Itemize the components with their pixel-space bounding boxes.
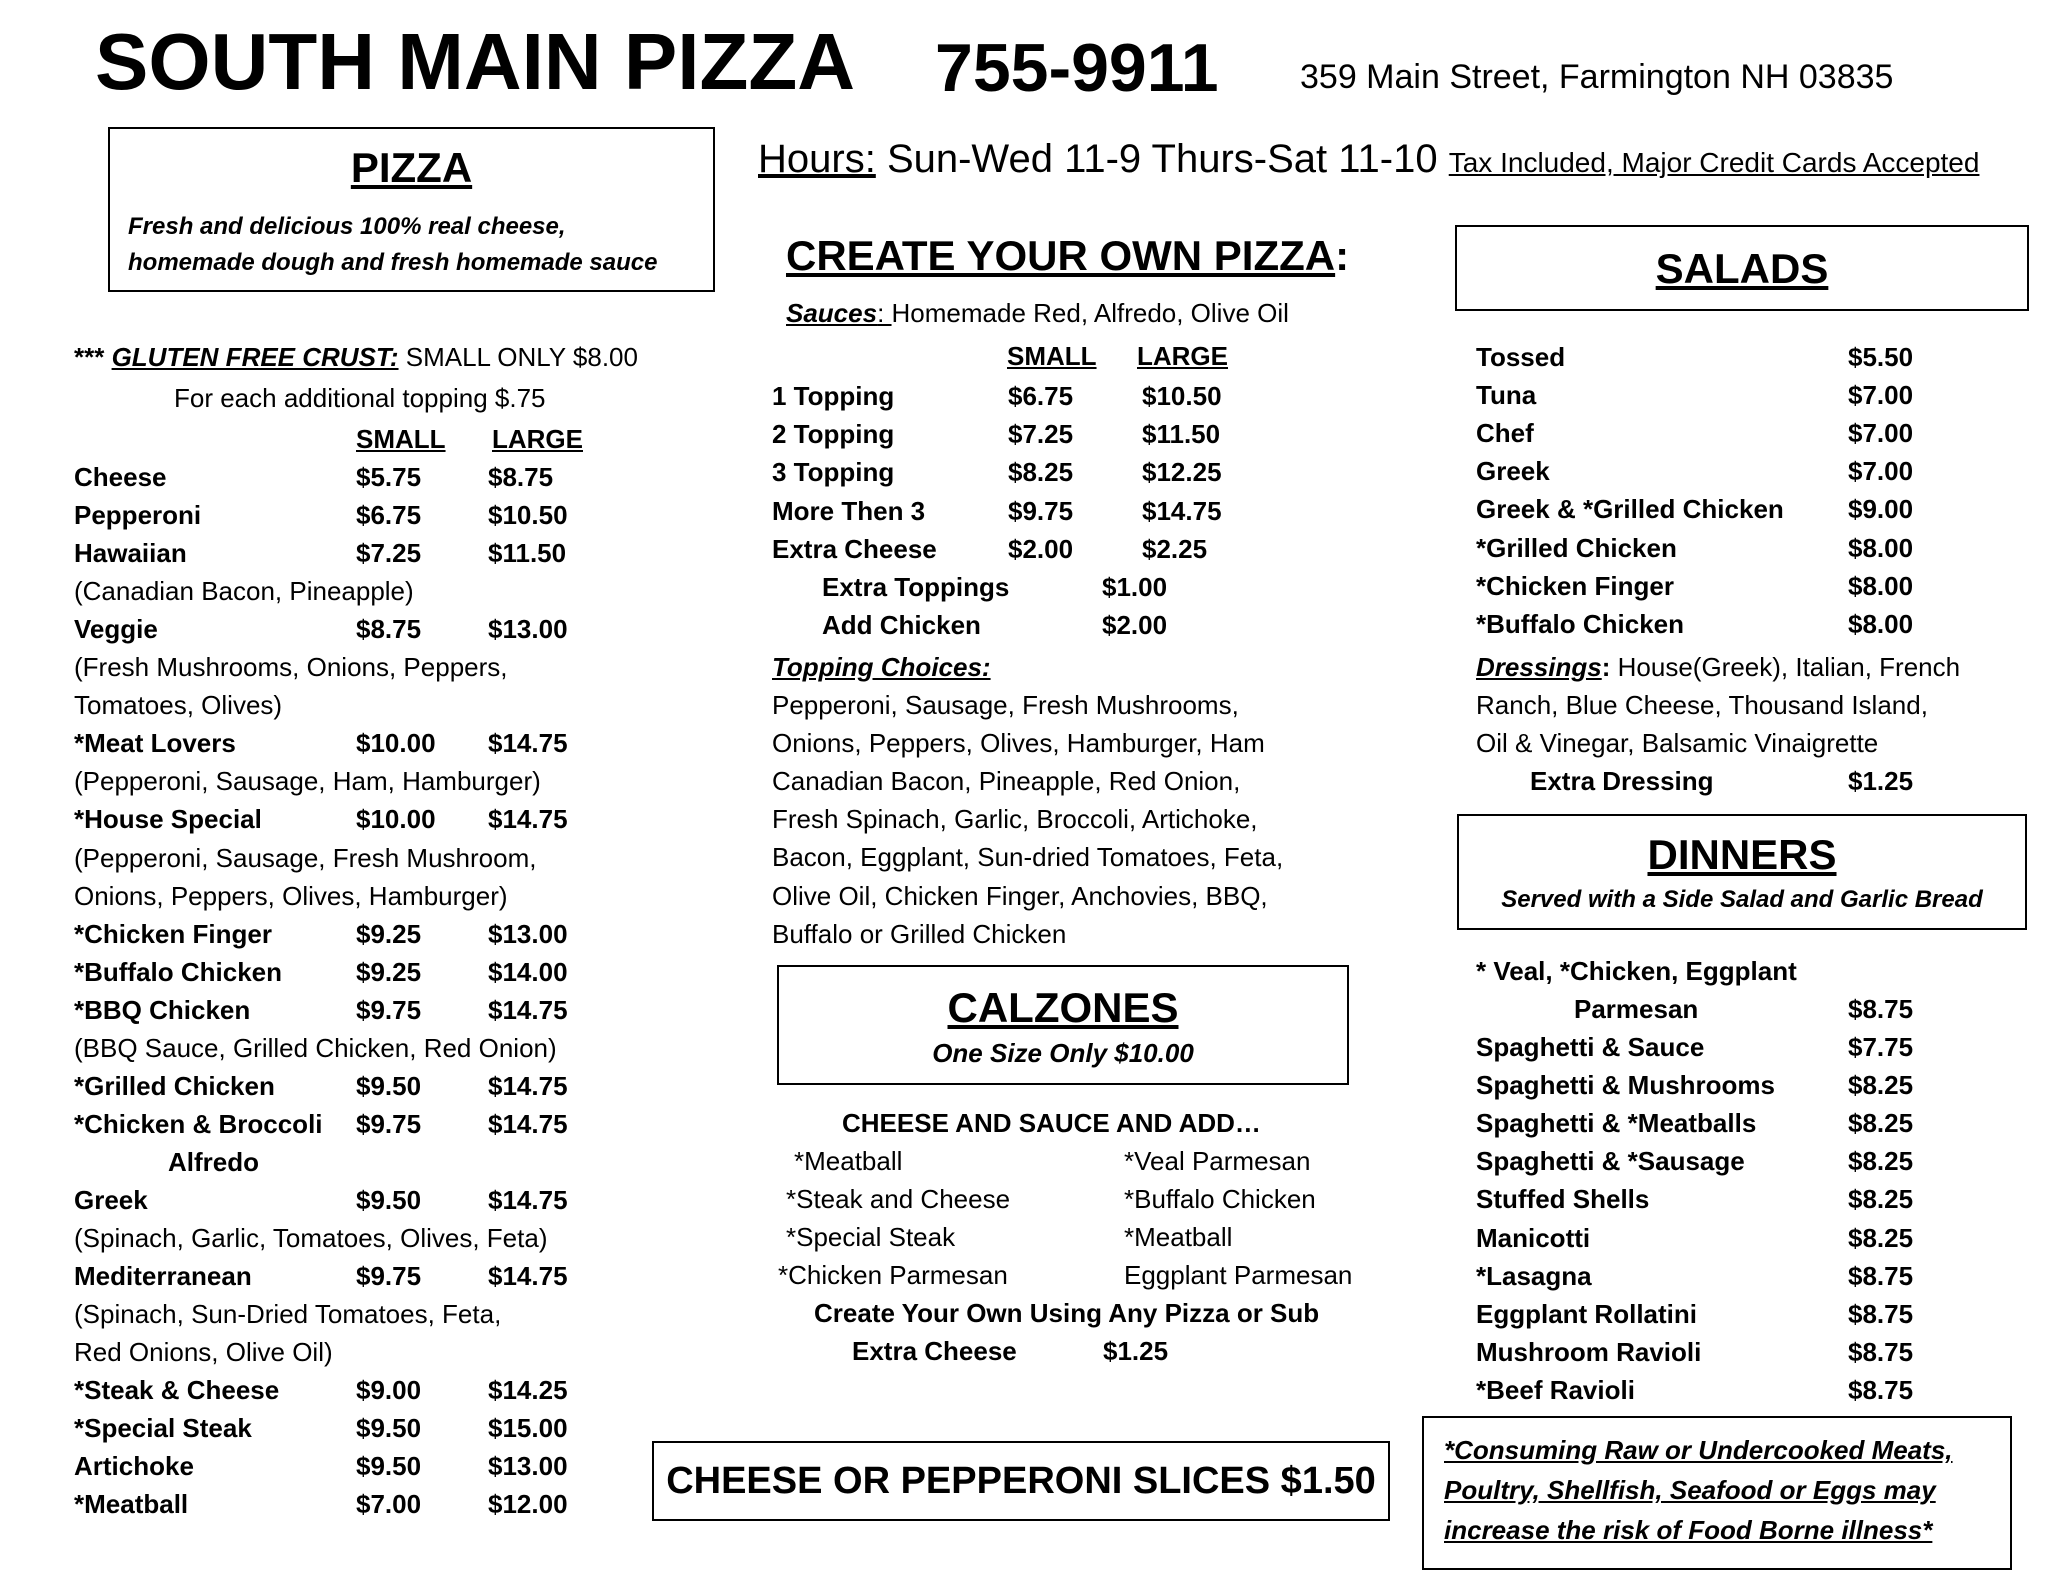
cyo-row-large: $14.75 [1142,496,1222,526]
pizza-item [74,1181,634,1219]
pizza-item-desc [74,839,634,877]
pizza-item-large-price: $12.00 [488,1489,568,1519]
dressings-colon: : [1601,652,1611,682]
dressings-line-1 [1476,648,1960,686]
salad-price: $8.00 [1848,609,1914,639]
salad-name: *Buffalo Chicken [1476,609,1685,639]
dressings-label: Dressings [1476,652,1602,682]
dinner-price: $8.25 [1848,1070,1914,1100]
cyo-row-small: $2.00 [1008,534,1074,564]
dinner-price: $8.25 [1848,1184,1914,1214]
pizza-item-description: Red Onions, Olive Oil) [74,1337,333,1367]
pizza-item [74,496,634,534]
calzone-add-heading: CHEESE AND SAUCE AND ADD… [842,1108,1261,1138]
dinner-item [1476,1028,1936,1066]
dinner-price: $8.25 [1848,1223,1914,1253]
dinner-item [1476,1142,1936,1180]
topping-choices-line: Canadian Bacon, Pineapple, Red Onion, [772,766,1241,796]
pizza-item-description: (BBQ Sauce, Grilled Chicken, Red Onion) [74,1033,557,1063]
dinner-name: Manicotti [1476,1223,1591,1253]
cyo-extra-name: Extra Toppings [822,572,1010,602]
pizza-item [74,458,634,496]
pizza-item-small-price: $9.25 [356,957,422,987]
gluten-free-line [74,338,638,376]
pizza-desc-1: Fresh and delicious 100% real cheese, [128,213,566,240]
cyo-title-line [786,228,1349,284]
pizza-item-small-price: $10.00 [356,728,436,758]
cyo-row-large: $2.25 [1142,534,1208,564]
pizza-item-small-price: $5.75 [356,462,422,492]
pizza-item [74,1371,634,1409]
pizza-item-name: *Meatball [74,1489,189,1519]
salad-price: $9.00 [1848,494,1914,524]
calzone-option-left: *Steak and Cheese [786,1184,1011,1214]
salads-title: SALADS [1655,245,1829,292]
calzones-title: CALZONES [947,984,1179,1031]
cyo-row-small: $6.75 [1008,381,1074,411]
calzone-option-left: *Meatball [794,1146,903,1176]
pizza-item-large-price: $14.75 [488,1071,568,1101]
pizza-col-large: LARGE [492,424,583,454]
pizza-item [74,800,634,838]
dinner-price: $8.75 [1848,1299,1914,1329]
salad-name: Greek & *Grilled Chicken [1476,494,1784,524]
pizza-item [74,991,634,1029]
salad-price: $8.00 [1848,533,1914,563]
pizza-item-desc [74,686,634,724]
pizza-item-name: Cheese [74,462,167,492]
pizza-item [74,915,634,953]
pizza-item-small-price: $9.75 [356,1261,422,1291]
dinner-price: $8.75 [1848,1261,1914,1291]
cyo-row-name: 1 Topping [772,381,895,411]
pizza-item [74,1447,634,1485]
pizza-header-box [108,127,715,292]
salad-item [1476,376,1936,414]
pizza-item-small-price: $9.50 [356,1185,422,1215]
cyo-extra-row [822,606,1222,644]
dinner-price: $7.75 [1848,1032,1914,1062]
pizza-item-large-price: $14.75 [488,1185,568,1215]
topping-choices-label: Topping Choices: [772,652,991,682]
salad-name: Tuna [1476,380,1537,410]
salad-price: $7.00 [1848,418,1914,448]
salad-item [1476,490,1936,528]
dinners-title: DINNERS [1647,831,1837,878]
gf-stars: *** [74,342,112,372]
pizza-item-desc [74,1143,634,1181]
dinner-name: *Lasagna [1476,1261,1592,1291]
pizza-item-name: *Chicken Finger [74,919,272,949]
salad-item [1476,338,1936,376]
topping-choices-line: Pepperoni, Sausage, Fresh Mushrooms, [772,690,1239,720]
cyo-row-small: $8.25 [1008,457,1074,487]
pizza-item-desc [74,877,634,915]
pizza-col-small: SMALL [356,424,446,454]
cyo-row-small: $9.75 [1008,496,1074,526]
pizza-item-small-price: $9.25 [356,919,422,949]
dinner-name: Spaghetti & *Meatballs [1476,1108,1757,1138]
pizza-item-name: Veggie [74,614,158,644]
cyo-row-name: Extra Cheese [772,534,937,564]
sauces-colon: : [877,298,892,328]
pizza-item-small-price: $7.25 [356,538,422,568]
calzone-option-right: *Veal Parmesan [1124,1146,1311,1176]
pizza-item [74,610,634,648]
dinner-name: *Beef Ravioli [1476,1375,1635,1405]
pizza-item-name: *Grilled Chicken [74,1071,275,1101]
pizza-item-small-price: $9.50 [356,1451,422,1481]
dinner-price: $8.75 [1848,1337,1914,1367]
dinner-name: Eggplant Rollatini [1476,1299,1697,1329]
pizza-item-small-price: $10.00 [356,804,436,834]
pizza-item [74,1257,634,1295]
pizza-item-large-price: $14.75 [488,804,568,834]
hours: Sun-Wed 11-9 Thurs-Sat 11-10 [886,137,1438,181]
pizza-item-large-price: $10.50 [488,500,568,530]
cyo-price-row [772,415,1272,453]
pizza-item-desc [74,572,634,610]
cyo-row-small: $7.25 [1008,419,1074,449]
calzone-option-right: *Meatball [1124,1222,1233,1252]
pizza-item-large-price: $11.50 [488,538,567,568]
salad-item [1476,605,1936,643]
pizza-item-desc [74,1029,634,1067]
pizza-item-small-price: $6.75 [356,500,422,530]
phone-number: 755-9911 [935,30,1219,106]
pizza-item-description: Tomatoes, Olives) [74,690,283,720]
salad-name: Chef [1476,418,1534,448]
pizza-item-large-price: $14.00 [488,957,568,987]
pizza-item-name: *Chicken & Broccoli [74,1109,323,1139]
cyo-price-row [772,377,1272,415]
pizza-item-large-price: $8.75 [488,462,554,492]
pizza-item-large-price: $14.25 [488,1375,568,1405]
pizza-item-name: *House Special [74,804,262,834]
dinners-box [1457,814,2027,930]
cyo-title-colon: : [1335,232,1350,279]
pizza-item-large-price: $14.75 [488,995,568,1025]
warning-line-3: increase the risk of Food Borne illness* [1444,1515,1933,1545]
cyo-row-large: $12.25 [1142,457,1222,487]
gf-label: GLUTEN FREE CRUST: [111,342,399,372]
dinner-name: Spaghetti & *Sausage [1476,1146,1745,1176]
dinner-item [1476,1066,1936,1104]
pizza-item-desc [74,1219,634,1257]
pizza-item-name: Hawaiian [74,538,187,568]
dinner-item [1476,1219,1936,1257]
dinner-name: Spaghetti & Sauce [1476,1032,1705,1062]
pizza-item-description: (Fresh Mushrooms, Onions, Peppers, [74,652,508,682]
pizza-item [74,534,634,572]
pizza-item-desc [74,762,634,800]
salad-price: $7.00 [1848,380,1914,410]
cyo-price-row [772,453,1272,491]
salad-price: $8.00 [1848,571,1914,601]
cyo-extra-price: $2.00 [1102,610,1168,640]
pizza-item-small-price: $9.50 [356,1071,422,1101]
cyo-row-name: 3 Topping [772,457,895,487]
calzones-subtitle: One Size Only $10.00 [932,1038,1194,1068]
calzone-extra-cheese-label: Extra Cheese [852,1336,1017,1366]
cyo-row-name: More Then 3 [772,496,926,526]
extra-dressing-price: $1.25 [1848,766,1914,796]
pizza-item-description: (Pepperoni, Sausage, Fresh Mushroom, [74,843,537,873]
pizza-item-small-price: $9.75 [356,995,422,1025]
salad-name: Tossed [1476,342,1566,372]
sauces-list: Homemade Red, Alfredo, Olive Oil [891,298,1289,328]
slices-text: CHEESE OR PEPPERONI SLICES $1.50 [666,1460,1376,1502]
pizza-item-small-price: $9.75 [356,1109,422,1139]
calzone-option-right: *Buffalo Chicken [1124,1184,1316,1214]
dinner-item [1476,1180,1936,1218]
salad-name: *Grilled Chicken [1476,533,1677,563]
sauces-line [786,294,1289,332]
food-warning-box [1422,1416,2012,1570]
salad-item [1476,529,1936,567]
dinners-subtitle: Served with a Side Salad and Garlic Bread [1501,886,1983,913]
pizza-item-name: *Buffalo Chicken [74,957,283,987]
dinner-item [1476,1295,1936,1333]
slices-box [652,1441,1390,1521]
address: 359 Main Street, Farmington NH 03835 [1300,58,1894,96]
dinner-name: Stuffed Shells [1476,1184,1650,1214]
pizza-item-large-price: $13.00 [488,919,568,949]
salads-box [1455,225,2029,311]
pizza-title: PIZZA [350,144,473,191]
gf-price: SMALL ONLY $8.00 [398,342,638,372]
calzone-option-right: Eggplant Parmesan [1124,1260,1353,1290]
pizza-item-description: (Spinach, Garlic, Tomatoes, Olives, Feta) [74,1223,548,1253]
pizza-item-desc [74,1333,634,1371]
dinner-item [1476,1333,1936,1371]
pizza-desc-2: homemade dough and fresh homemade sauce [128,249,658,276]
pizza-item-name: *BBQ Chicken [74,995,251,1025]
warning-line-1: *Consuming Raw or Undercooked Meats, [1444,1435,1953,1465]
pizza-item-description: (Canadian Bacon, Pineapple) [74,576,414,606]
pizza-item [74,724,634,762]
pizza-item-large-price: $14.75 [488,728,568,758]
calzone-extra-cheese-price: $1.25 [1103,1336,1169,1366]
pizza-item-name: *Meat Lovers [74,728,236,758]
dinner-name: Spaghetti & Mushrooms [1476,1070,1776,1100]
salad-item [1476,414,1936,452]
dinner-item [1476,1104,1936,1142]
dinner-parmesan-name: Parmesan [1574,994,1699,1024]
gf-topping-note: For each additional topping $.75 [174,383,546,413]
dinner-price: $8.25 [1848,1146,1914,1176]
pizza-item [74,1067,634,1105]
pizza-item-name: Artichoke [74,1451,194,1481]
pizza-item [74,1105,634,1143]
salad-price: $5.50 [1848,342,1914,372]
pizza-item-large-price: $14.75 [488,1109,568,1139]
topping-choices-line: Onions, Peppers, Olives, Hamburger, Ham [772,728,1265,758]
pizza-item-description: (Pepperoni, Sausage, Ham, Hamburger) [74,766,541,796]
pizza-item-small-price: $7.00 [356,1489,422,1519]
restaurant-name: SOUTH MAIN PIZZA [95,17,855,106]
pizza-item-desc [74,1295,634,1333]
dressings-line-2: Ranch, Blue Cheese, Thousand Island, [1476,690,1928,720]
pizza-item-name: *Special Steak [74,1413,252,1443]
pizza-item-large-price: $13.00 [488,614,568,644]
topping-choices-line: Buffalo or Grilled Chicken [772,919,1067,949]
cyo-col-large: LARGE [1137,341,1228,371]
cyo-extra-row [822,568,1222,606]
cyo-row-name: 2 Topping [772,419,895,449]
pizza-item-name-cont: Alfredo [168,1147,259,1177]
sauces-label: Sauces [786,298,878,328]
pizza-item-large-price: $15.00 [488,1413,568,1443]
topping-choices-line: Fresh Spinach, Garlic, Broccoli, Artichoke, [772,804,1258,834]
cyo-extra-name: Add Chicken [822,610,981,640]
pizza-item-desc [74,648,634,686]
pizza-item-small-price: $9.00 [356,1375,422,1405]
dinner-parmesan-price: $8.75 [1848,994,1914,1024]
salad-item [1476,567,1936,605]
cyo-col-small: SMALL [1007,341,1097,371]
salad-item [1476,452,1936,490]
salad-name: *Chicken Finger [1476,571,1674,601]
cyo-row-large: $11.50 [1142,419,1221,449]
pizza-item-small-price: $9.50 [356,1413,422,1443]
cyo-row-large: $10.50 [1142,381,1222,411]
pizza-item-name: Pepperoni [74,500,202,530]
topping-choices-line: Olive Oil, Chicken Finger, Anchovies, BBQ, [772,881,1268,911]
dressings-line-3: Oil & Vinegar, Balsamic Vinaigrette [1476,728,1879,758]
pizza-item-large-price: $13.00 [488,1451,568,1481]
pizza-item-name: *Steak & Cheese [74,1375,280,1405]
calzones-box [777,965,1349,1085]
dressings-text-1: House(Greek), Italian, French [1610,652,1961,682]
cyo-price-row [772,530,1272,568]
pizza-item-name: Greek [74,1185,148,1215]
payment-note: Tax Included, Major Credit Cards Accepted [1448,147,1980,178]
pizza-item [74,1409,634,1447]
pizza-item-description: Onions, Peppers, Olives, Hamburger) [74,881,508,911]
calzone-create-note: Create Your Own Using Any Pizza or Sub [814,1298,1320,1328]
dinner-item [1476,1257,1936,1295]
topping-choices-line: Bacon, Eggplant, Sun-dried Tomatoes, Feta, [772,842,1284,872]
dinner-price: $8.25 [1848,1108,1914,1138]
pizza-item-small-price: $8.75 [356,614,422,644]
pizza-item-name: Mediterranean [74,1261,252,1291]
dinner-item [1476,1371,1936,1409]
cyo-title: CREATE YOUR OWN PIZZA [786,232,1336,279]
salad-price: $7.00 [1848,456,1914,486]
cyo-price-row [772,492,1272,530]
dinner-parmesan-line: * Veal, *Chicken, Eggplant [1476,956,1797,986]
dinner-name: Mushroom Ravioli [1476,1337,1702,1367]
cyo-extra-price: $1.00 [1102,572,1168,602]
calzone-option-left: *Chicken Parmesan [778,1260,1008,1290]
pizza-item-large-price: $14.75 [488,1261,568,1291]
pizza-item [74,953,634,991]
pizza-item [74,1485,634,1523]
hours-label: Hours: [758,137,876,181]
dinner-price: $8.75 [1848,1375,1914,1405]
warning-line-2: Poultry, Shellfish, Seafood or Eggs may [1444,1475,1936,1505]
calzone-option-left: *Special Steak [786,1222,956,1252]
salad-name: Greek [1476,456,1550,486]
extra-dressing-label: Extra Dressing [1530,766,1714,796]
pizza-item-description: (Spinach, Sun-Dried Tomatoes, Feta, [74,1299,502,1329]
hours-line [758,134,1979,188]
